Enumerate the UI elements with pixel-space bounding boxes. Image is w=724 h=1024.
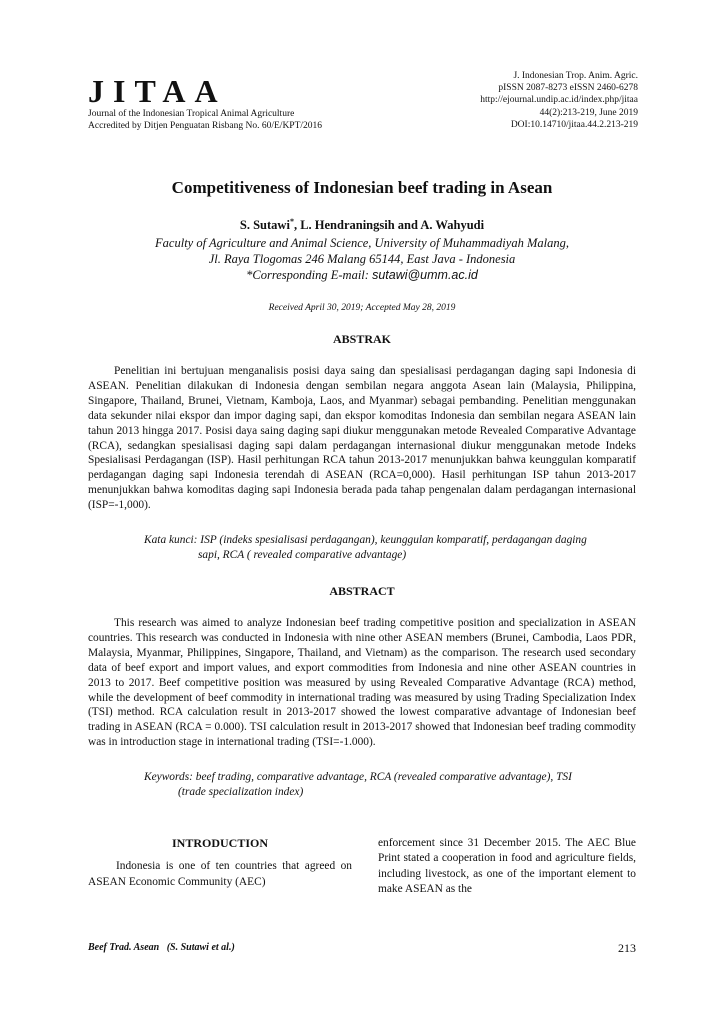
journal-volume: 44(2):213-219, June 2019 [539,107,638,118]
page-number: 213 [618,941,636,955]
author-list [0,217,724,233]
journal-issn: pISSN 2087-8273 eISSN 2460-6278 [498,83,638,94]
abstract-heading: ABSTRACT [329,584,395,598]
abstrak-keywords [144,533,636,563]
corresponding-mark: * [289,217,294,226]
paper-title: Competitiveness of Indonesian beef trading in Asean [171,178,553,197]
affiliation-line-2: Jl. Raya Tlogomas 246 Malang 65144, East Java - Indonesia [208,252,516,266]
introduction-left-text: Indonesia is one of ten countries that agreed on ASEAN Economic Community (AEC) [88,860,352,888]
corresponding-label: *Corresponding E-mail: [246,268,373,282]
journal-header-left [88,74,322,132]
abstrak-keywords-line-1: Kata kunci: ISP (indeks spesialisasi perdagangan), keunggulan komparatif, perdagangan daging [144,534,587,546]
journal-doi[interactable]: DOI:10.14710/jitaa.44.2.213-219 [510,119,638,130]
introduction-heading: INTRODUCTION [171,836,268,850]
abstrak-keywords-line-2: sapi, RCA ( revealed comparative advantage) [198,548,407,561]
column-left [88,836,352,890]
introduction-right-text: enforcement since 31 December 2015. The AEC Blue Print stated a cooperation in food and agriculture fields, including livestock, as one of the important element to make ASEAN as the [378,837,636,896]
journal-header-right [480,70,638,131]
abstract-text: This research was aimed to analyze Indonesian beef trading competitive position and specialization in ASEAN countries. This research was conducted in Indonesia with nine other ASEAN members (Brunei, Cambodia, Laos PDR, Malaysia, Myanmar, Philippines, Singapore, Thailand, and Vietnam) as the comparison. The research used secondary data of beef export and import values, and export commodities from Indonesia and nine other ASEAN countries in 2013 to 2017. Beef competitive position was measured by using Revealed Comparative Advantage (RCA) method, while the development of beef commodity in international trading was measured by using Trading Specialization Index (TSI) method. RCA calculation result in 2013-2017 showed the lowest comparative advantage of Indonesian beef trading in ASEAN (RCA = 0.000). TSI calculation result in 2013-2017 showed that Indonesian beef trading commodity was in introduction stage in international trading (TSI=-1.000). [88,617,636,749]
affiliation [0,235,724,283]
journal-full-name: Journal of the Indonesian Tropical Animal Agriculture [88,109,295,119]
author-first: S. Sutawi [239,218,290,233]
received-dates: Received April 30, 2019; Accepted May 28, 2019 [268,303,456,313]
corresponding-email[interactable]: sutawi@umm.ac.id [372,268,478,282]
journal-url[interactable]: http://ejournal.undip.ac.id/index.php/jitaa [480,95,638,106]
journal-accreditation: Accredited by Ditjen Penguatan Risbang No. 60/E/KPT/2016 [88,121,323,131]
abstract-keywords-line-2: (trade specialization index) [178,785,304,798]
column-right [378,836,636,898]
running-footer [88,942,235,953]
journal-abbrev: J. Indonesian Trop. Anim. Agric. [513,71,638,81]
abstract-keywords [144,770,636,800]
corresponding-email-line [0,267,724,283]
abstrak-text: Penelitian ini bertujuan menganalisis posisi daya saing dan spesialisasi perdagangan daging sapi Indonesia di ASEAN. Penelitian dilakukan di Indonesia dengan sembilan negara anggota Asean lain (Malaysia, Philippina, Singapore, Thailand, Brunei, Vietnam, Kamboja, Laos, and Myanmar) sebagai pembanding. Penelitian menggunakan data sekunder nilai ekspor dan impor daging sapi, dan ekspor komoditas Indonesia dan sembilan negara ASEAN lain tahun 2013 hingga 2017. Posisi daya saing daging sapi diukur menggunakan metode Revealed Comparative Advantage (RCA), sedangkan spesialisasi daging sapi dalam perdagangan internasional diukur menggunakan metode Indeks Spesialisasi Perdagangan (ISP). Hasil perhitungan RCA tahun 2013-2017 menunjukkan bahwa keunggulan komparatif perdagangan daging sapi Indonesia terendah di ASEAN (RCA=0,000). Hasil perhitungan ISP tahun 2013-2017 menunjukkan bahwa komoditas daging sapi Indonesia berada pada tahap pengenalan dalam perdagangan internasional (ISP=-1,000). [88,365,636,512]
running-authors: (S. Sutawi et al.) [166,942,235,953]
running-title: Beef Trad. Asean [88,942,160,953]
journal-name: JITAA [88,73,227,109]
author-rest: , L. Hendraningsih and A. Wahyudi [293,218,485,233]
abstract-keywords-line-1: Keywords: beef trading, comparative advantage, RCA (revealed comparative advantage), TSI [144,771,572,783]
abstrak-heading: ABSTRAK [332,332,391,346]
affiliation-line-1: Faculty of Agriculture and Animal Science, University of Muhammadiyah Malang, [155,236,569,250]
